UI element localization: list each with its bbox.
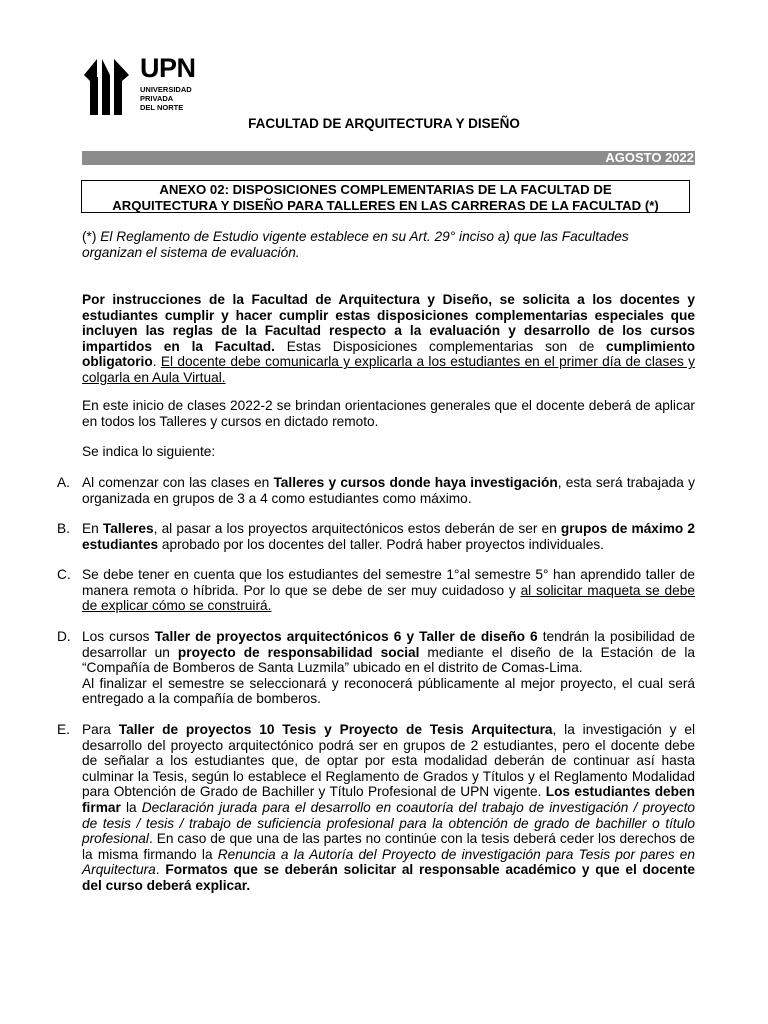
item-b xyxy=(82,521,695,552)
item-d xyxy=(82,629,695,707)
item-d-text-3: mediante el diseño de la Estación de la “Compañía de Bomberos de Santa Luzmila” ubicado en el distrito de Comas-Lima. xyxy=(82,644,695,676)
intro-underlined: El docente debe comunicarla y explicarla a los estudiantes en el primer día de clases y colgarla en Aula Virtual. xyxy=(82,354,695,385)
item-b-bold-1: Talleres xyxy=(102,521,154,536)
item-e-text-3: la xyxy=(120,799,142,815)
item-e-text-2: , la investigación y el desarrollo del proyecto arquitectónico podrá ser en grupos de 2 estudiantes, pero el docente debe de señalar a los estudiantes que, de optar por esta modalidad deberán de continuar así hasta culminar la Tesis, según lo establece el Reglamento de Grados y Títulos y el Reglamento Modalidad para Obtención de Grado de Bachiller y Título Profesional de UPN vigente. xyxy=(82,722,695,800)
footnote-text: El Reglamento de Estudio vigente establece en su Art. 29° inciso a) que las Facultades organizan el sistema de evaluación. xyxy=(82,229,629,260)
item-b-text-1: En xyxy=(82,521,103,536)
intro-bold: Por instrucciones de la Facultad de Arquitectura y Diseño, se solicita a los docentes y estudiantes cumplir y hacer cumplir estas disposiciones complementarias especiales que incluyen las reglas de la Facultad respecto a la evaluación y desarrollo de los cursos impartidos en la Facultad. xyxy=(82,292,695,354)
item-d-bold-2: proyecto de responsabilidad social xyxy=(177,644,420,660)
upn-logo xyxy=(84,55,200,117)
item-d-text-1: Los cursos xyxy=(82,629,155,644)
paragraph-orientations: En este inicio de clases 2022-2 se brindan orientaciones generales que el docente deberá de aplicar en todos los Talleres y cursos en dictado remoto. xyxy=(82,398,695,429)
item-b-text-2: , al pasar a los proyectos arquitectónicos estos deberán de ser en xyxy=(153,521,561,536)
item-c-marker: C. xyxy=(57,567,71,582)
item-d-text-4: Al finalizar el semestre se seleccionará y reconocerá públicamente al mejor proyecto, el cual será entregado a la compañía de bomberos. xyxy=(82,675,695,707)
intro-plain: Estas Disposiciones complementarias son de xyxy=(274,338,607,354)
upn-logo-icon xyxy=(84,55,136,115)
intro-plain-2: . xyxy=(152,354,161,370)
item-d-text-2: tendrán la posibilidad de desarrollar un xyxy=(82,629,695,660)
item-a xyxy=(82,475,695,506)
date-bar xyxy=(82,151,695,165)
item-e xyxy=(82,722,695,894)
item-e-text-1: Para xyxy=(82,722,119,737)
item-b-marker: B. xyxy=(57,521,70,536)
annex-title-box xyxy=(81,180,690,213)
item-c-underlined: al solicitar maqueta se debe de explicar cómo se construirá. xyxy=(82,582,695,614)
logo-wordmark: UPN xyxy=(140,53,196,83)
paragraph-indicates: Se indica lo siguiente: xyxy=(82,444,216,459)
item-e-text-4: . En caso de que una de las partes no continúe con la tesis deberá ceder los derechos de la misma firmando la xyxy=(82,831,695,862)
footnote-marker: (*) xyxy=(82,229,101,244)
item-e-italic-2: Renuncia a la Autoría del Proyecto de investigación para Tesis por pares en Arquitectura xyxy=(82,846,696,878)
footnote xyxy=(82,229,682,260)
intro-bold-2: cumplimiento obligatorio xyxy=(82,338,695,370)
intro-paragraph xyxy=(82,292,695,386)
item-e-text-5: . xyxy=(155,862,166,878)
item-a-marker: A. xyxy=(57,475,70,490)
document-date: AGOSTO 2022 xyxy=(605,150,694,165)
annex-title-line-2: ARQUITECTURA Y DISEÑO PARA TALLERES EN LAS CARRERAS DE LA FACULTAD (*) xyxy=(112,197,659,213)
item-c-text-1: Se debe tener en cuenta que los estudiantes del semestre 1°al semestre 5° han aprendido taller de manera remota o híbrida. Por lo que se debe de ser muy cuidadoso y xyxy=(82,567,695,598)
annex-title-line-1: ANEXO 02: DISPOSICIONES COMPLEMENTARIAS DE LA FACULTAD DE xyxy=(159,182,612,197)
item-e-bold-2: Los estudiantes deben firmar xyxy=(82,784,695,815)
item-e-italic-1: Declaración jurada para el desarrollo en coautoría del trabajo de investigación / proyecto de tesis / tesis / trabajo de suficiencia profesional para la obtención de grado de bachiller o título profesional xyxy=(82,799,695,847)
faculty-title: FACULTAD DE ARQUITECTURA Y DISEÑO xyxy=(248,116,520,131)
logo-subtitle: UNIVERSIDAD PRIVADA DEL NORTE xyxy=(140,85,192,112)
item-c xyxy=(82,567,695,614)
item-b-bold-2: grupos de máximo 2 estudiantes xyxy=(82,521,695,552)
item-e-marker: E. xyxy=(57,722,70,737)
item-a-text-1: Al comenzar con las clases en xyxy=(82,475,274,490)
item-d-marker: D. xyxy=(57,629,71,644)
item-a-bold-1: Talleres y cursos donde haya investigación xyxy=(273,475,558,490)
item-a-text-2: , esta será trabajada y organizada en grupos de 3 a 4 como estudiantes como máximo. xyxy=(82,475,696,506)
item-d-bold-1: Taller de proyectos arquitectónicos 6 y Taller de diseño 6 xyxy=(154,629,538,644)
item-e-bold-1: Taller de proyectos 10 Tesis y Proyecto de Tesis Arquitectura xyxy=(118,722,553,737)
item-e-bold-3: Formatos que se deberán solicitar al responsable académico y que el docente del curso deberá explicar. xyxy=(82,862,695,893)
item-b-text-3: aprobado por los docentes del taller. Podrá haber proyectos individuales. xyxy=(158,536,604,552)
